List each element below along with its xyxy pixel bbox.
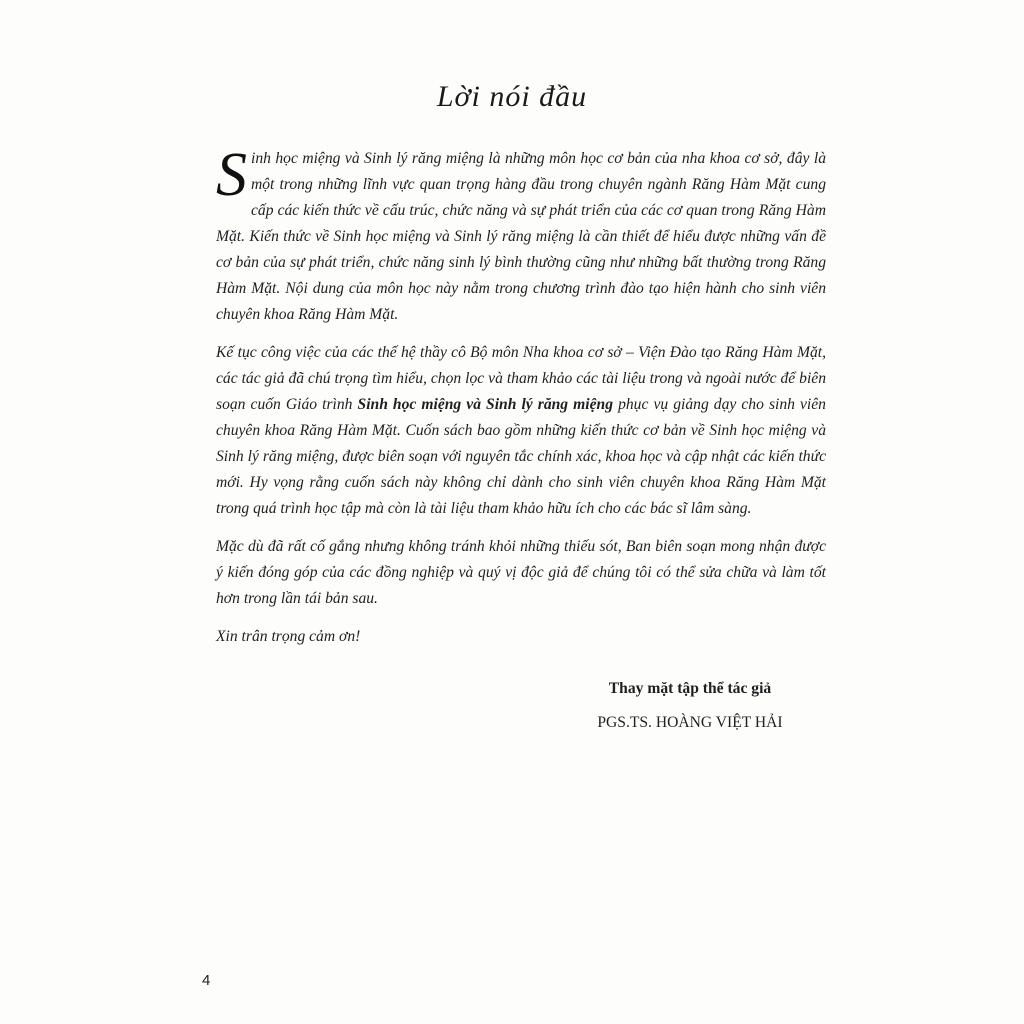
page-title: Lời nói đầu (436, 80, 588, 113)
page-number: 4 (202, 972, 211, 989)
drop-cap: S (216, 141, 247, 209)
paragraph-3: Mặc dù đã rất cố gắng nhưng không tránh khỏi những thiếu sót, Ban biên soạn mong nhận được ý kiến đóng góp của các đồng nghiệp và quý vị độc giả để chúng tôi có thể sửa chữa và làm tốt hơn trong lần tái bản sau. (216, 538, 826, 607)
paragraph-2 (216, 340, 826, 522)
preface-body (216, 141, 826, 662)
paragraph-1 (216, 141, 826, 328)
signature-block (540, 676, 840, 736)
paragraph-1-text: inh học miệng và Sinh lý răng miệng là những môn học cơ bản của nha khoa cơ sở, đây là một trong những lĩnh vực quan trọng hàng đầu trong chuyên ngành Răng Hàm Mặt cung cấp các kiến thức về cấu trúc, chức năng và sự phát triển của các cơ quan trong Răng Hàm Mặt. Kiến thức về Sinh học miệng và Sinh lý răng miệng là cần thiết để hiểu được những vấn đề cơ bản của sự phát triển, chức năng sinh lý bình thường cũng như những bất thường trong Răng Hàm Mặt. Nội dung của môn học này nằm trong chương trình đào tạo hiện hành cho sinh viên chuyên khoa Răng Hàm Mặt. (216, 150, 826, 323)
signature-name: PGS.TS. HOÀNG VIỆT HẢI (597, 714, 783, 731)
textbook-title-emphasis: Sinh học miệng và Sinh lý răng miệng (357, 396, 614, 413)
paragraph-4: Xin trân trọng cảm ơn! (216, 628, 361, 645)
paragraph-2-text-start: Kế tục công việc của các thế hệ thầy cô Bộ môn Nha khoa cơ sở – Viện Đào tạo Răng Hàm Mặt, các tác giả đã chú trọng tìm hiểu, chọn lọc và tham khảo các tài liệu trong và ngoài nước để biên soạn cuốn Giáo trình (216, 344, 826, 413)
paragraph-2-text-end: phục vụ giảng dạy cho sinh viên chuyên khoa Răng Hàm Mặt. Cuốn sách bao gồm những kiến thức cơ bản về Sinh học miệng và Sinh lý răng miệng, được biên soạn với nguyên tắc chính xác, khoa học và cập nhật các kiến thức mới. Hy vọng rằng cuốn sách này không chỉ dành cho sinh viên chuyên khoa Răng Hàm Mặt trong quá trình học tập mà còn là tài liệu tham khảo hữu ích cho các bác sĩ lâm sàng. (216, 396, 826, 517)
signature-role: Thay mặt tập thể tác giả (608, 680, 772, 697)
